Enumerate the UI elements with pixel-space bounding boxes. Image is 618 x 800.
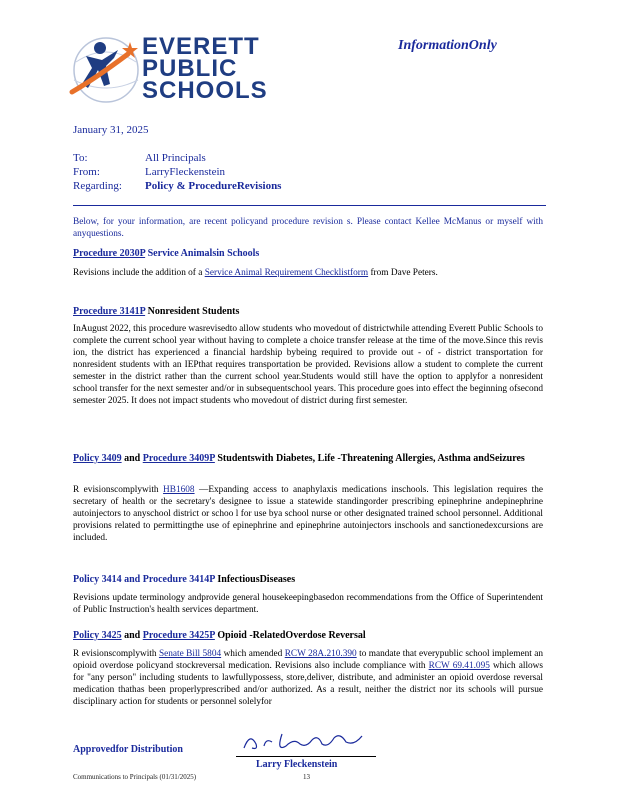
from-row: From: LarryFleckenstein xyxy=(73,166,226,178)
to-row: To: All Principals xyxy=(73,152,206,164)
logo-figure-icon xyxy=(66,32,146,114)
information-only-label: InformationOnly xyxy=(398,38,497,53)
header-divider xyxy=(73,205,546,206)
footer-note: Communications to Principals (01/31/2025) xyxy=(73,773,197,781)
procedure-3425p-link[interactable]: Procedure 3425P xyxy=(142,630,215,641)
rcw-28a-link[interactable]: RCW 28A.210.390 xyxy=(284,649,357,659)
senate-bill-5804-link[interactable]: Senate Bill 5804 xyxy=(158,649,222,659)
logo-wordmark: EVERETT PUBLIC SCHOOLS xyxy=(142,33,268,104)
memo-date: January 31, 2025 xyxy=(73,124,149,136)
regarding-row: Regarding: Policy & ProcedureRevisions xyxy=(73,180,282,192)
procedure-3409p-link[interactable]: Procedure 3409P xyxy=(142,453,215,464)
policy-3409-link[interactable]: Policy 3409 xyxy=(73,453,122,464)
rcw-69-link[interactable]: RCW 69.41.095 xyxy=(428,661,490,671)
signature-icon xyxy=(236,726,376,756)
section-3425-text: R evisionscomplywith Senate Bill 5804 which amended RCW 28A.210.390 to mandate that everypublic school implement an opioid overdose policyand stockreversal medication. Revisions also include compliance with RCW 69.41.095 which allows for "any person" including students to lawfullypossess, store,deliver, distribute, and administer an opioid overdose reversal medication thathas been properlyprescribed and/or authorized. As a result, neither the district nor its schools will pursue disciplinary action for students or personnel solelyfor xyxy=(73,649,544,707)
section-2030p-text: Revisions include the addition of a Service Animal Requirement Checklistform from Dave Peters. xyxy=(73,268,438,278)
signature-line xyxy=(236,756,376,757)
signer-name: Larry Fleckenstein xyxy=(256,759,338,770)
section-2030p-heading: Procedure 2030P Service Animalsin Schools xyxy=(73,248,260,259)
section-3414-text: Revisions update terminology andprovide general housekeepingbasedon recommendations from the Office of Superintendent of Public Instruction's health services department. xyxy=(73,593,543,615)
procedure-3141p-link[interactable]: Procedure 3141P xyxy=(73,306,146,317)
checklist-form-link[interactable]: Service Animal Requirement Checklistform xyxy=(204,268,369,278)
procedure-2030p-link[interactable]: Procedure 2030P xyxy=(73,248,146,259)
policy-3425-link[interactable]: Policy 3425 xyxy=(73,630,122,641)
page-number: 13 xyxy=(303,773,310,781)
section-3414-heading: Policy 3414 and Procedure 3414P InfectiousDiseases xyxy=(73,574,296,585)
hb1608-link[interactable]: HB1608 xyxy=(163,485,195,495)
section-3409-text: R evisionscomplywith HB1608 —Expanding access to anaphylaxis medications inschools. This legislation requires the secretary of health or the secretary's designee to issue a statewide standingorder prescribing epinephrine andepinephrine autoinjectors to anyschool district or schoo l for use bya school nurse or other designated trained school personnel. Additional provisions related to permittingthe use of epinephrine and epinephrine autoinjectors inschools and sanctionedexcursions are included. xyxy=(73,485,544,543)
section-3141p-text: InAugust 2022, this procedure wasrevisedto allow students who movedout of districtwhile attending Everett Public Schools to complete the current school year without having to complete a choice transfer release at the time of the move.Since this revis ion, the district has experienced a financial hardship bybeing required to provide out - of - district transportation for nonresident students with an IEPthat requires transportation be provided. Revisions allow a student to complete the current semester in the district rather than the current school year.Students would still have the option to applyfor a nonresident school transfer for the next semester and/or in subsequentschool years. This procedure goes into effect the beginning ofsecond semester 2025. It does not impact students who movedout of district during first semester. xyxy=(73,324,543,406)
section-3409-heading: Policy 3409 and Procedure 3409P Studentswith Diabetes, Life -Threatening Allergies, Asthma andSeizures xyxy=(73,453,525,464)
approved-for-distribution: Approvedfor Distribution xyxy=(73,744,183,755)
intro-paragraph: Below, for your information, are recent policyand procedure revision s. Please contact Kellee McManus or myself with anyquestions. xyxy=(73,217,543,239)
section-3425-heading: Policy 3425 and Procedure 3425P Opioid -RelatedOverdose Reversal xyxy=(73,630,366,641)
section-3141p-heading: Procedure 3141P Nonresident Students xyxy=(73,306,240,317)
